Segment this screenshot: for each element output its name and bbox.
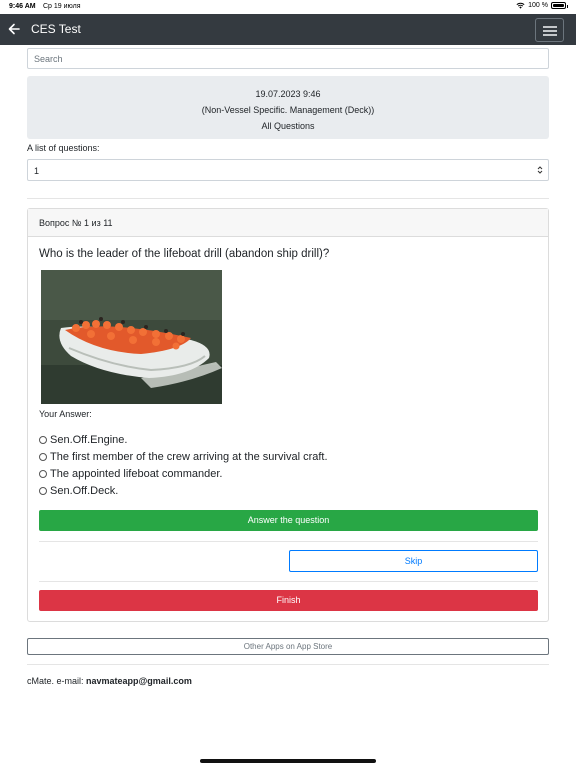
test-info-panel — [27, 76, 549, 139]
question-text: Who is the leader of the lifeboat drill (abandon ship drill)? — [39, 248, 330, 260]
radio-button[interactable] — [39, 470, 47, 478]
hamburger-icon-line — [543, 30, 557, 32]
navbar — [0, 14, 576, 45]
home-indicator — [200, 759, 376, 763]
hamburger-icon-line — [543, 26, 557, 28]
answer-option[interactable] — [39, 431, 328, 448]
divider — [27, 198, 549, 199]
divider — [39, 581, 538, 582]
divider — [39, 541, 538, 542]
page-title: CES Test — [31, 22, 81, 36]
footer — [27, 676, 192, 686]
radio-button[interactable] — [39, 453, 47, 461]
lifeboat-photo — [41, 270, 222, 404]
battery-icon — [551, 2, 566, 9]
back-arrow-icon[interactable] — [7, 21, 21, 37]
test-datetime: 19.07.2023 9:46 — [255, 89, 321, 99]
battery-percent: 100 % — [528, 2, 548, 9]
answer-option[interactable] — [39, 482, 328, 499]
status-bar — [0, 0, 576, 14]
your-answer-label: Your Answer: — [39, 409, 92, 419]
answer-option-label: The first member of the crew arriving at the survival craft. — [50, 450, 328, 463]
question-card — [27, 208, 549, 622]
divider — [27, 664, 549, 665]
answer-button[interactable]: Answer the question — [39, 510, 538, 531]
question-select-value: 1 — [34, 166, 40, 176]
status-right — [516, 2, 566, 9]
answer-option[interactable] — [39, 465, 328, 482]
menu-toggle-button[interactable] — [535, 18, 564, 42]
answer-option-label: Sen.Off.Deck. — [50, 484, 119, 497]
footer-email[interactable]: navmateapp@gmail.com — [86, 676, 192, 686]
answer-option[interactable] — [39, 448, 328, 465]
answer-option-label: Sen.Off.Engine. — [50, 433, 128, 446]
skip-button[interactable]: Skip — [289, 550, 538, 572]
question-list-label: A list of questions: — [27, 143, 100, 153]
select-chevron-icon — [536, 165, 544, 175]
other-apps-button[interactable]: Other Apps on App Store — [27, 638, 549, 655]
search-input[interactable]: Search — [27, 48, 549, 69]
footer-prefix: cMate. e-mail: — [27, 676, 87, 686]
hamburger-icon-line — [543, 34, 557, 36]
finish-button[interactable]: Finish — [39, 590, 538, 611]
test-scope: All Questions — [261, 121, 315, 131]
radio-button[interactable] — [39, 436, 47, 444]
question-select[interactable] — [27, 159, 549, 181]
radio-button[interactable] — [39, 487, 47, 495]
question-counter: Вопрос № 1 из 11 — [28, 209, 548, 237]
status-time: 9:46 AM — [9, 3, 36, 10]
test-category: (Non-Vessel Specific. Management (Deck)) — [201, 105, 375, 115]
wifi-icon — [516, 2, 525, 9]
status-date: Ср 19 июля — [43, 3, 81, 10]
answer-option-label: The appointed lifeboat commander. — [50, 467, 223, 480]
answer-options — [39, 431, 328, 499]
